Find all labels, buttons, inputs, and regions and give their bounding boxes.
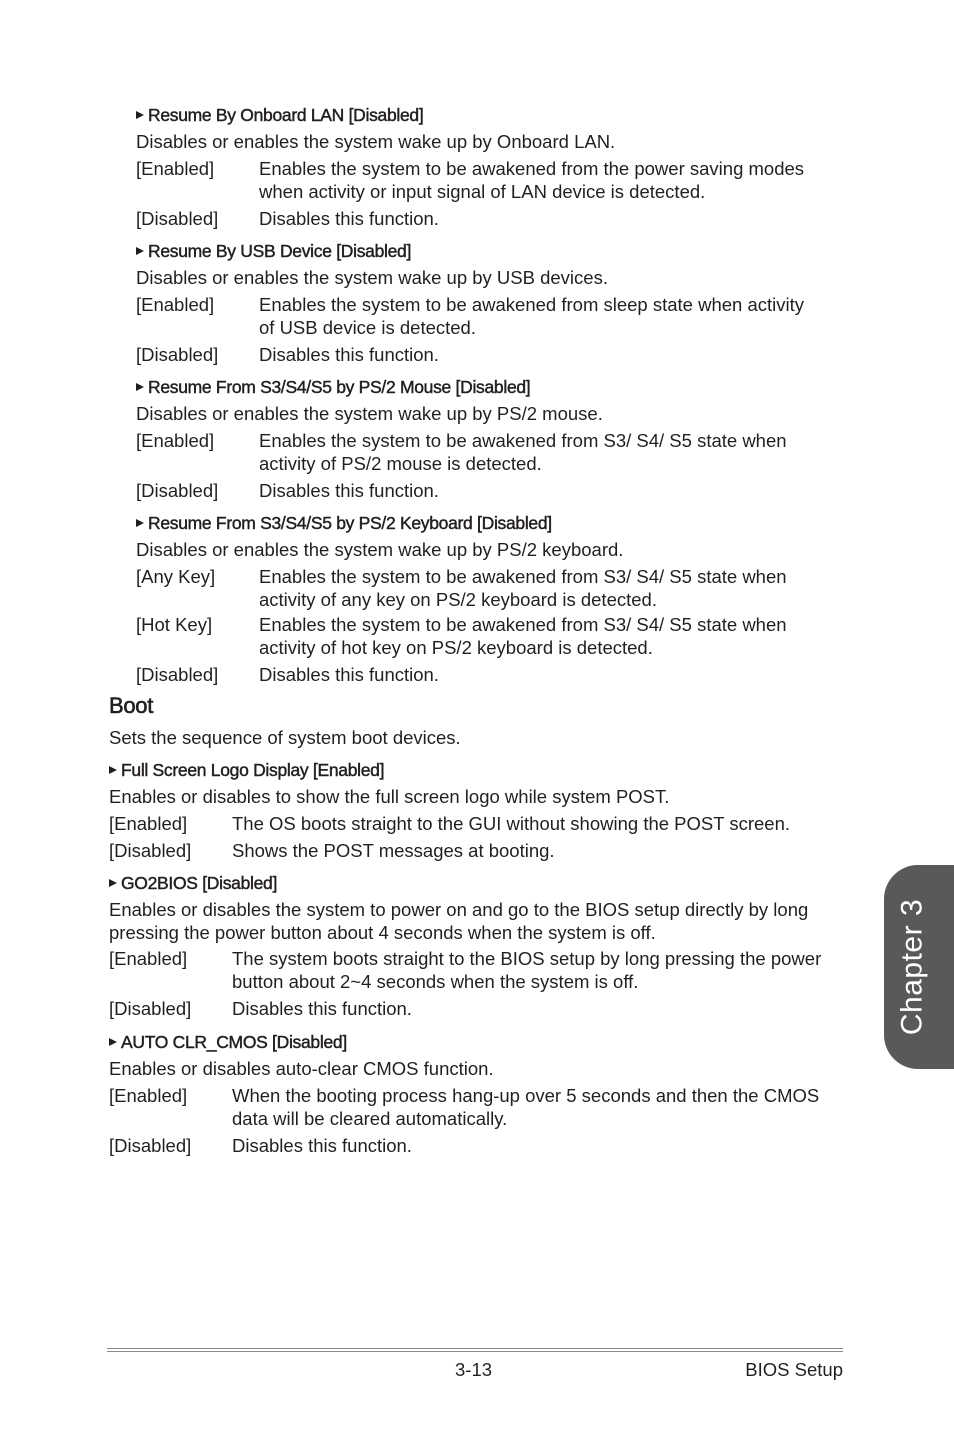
option-text: of USB device is detected. <box>259 317 476 338</box>
item-heading: Resume From S3/S4/S5 by PS/2 Keyboard [Disabled] <box>136 512 787 534</box>
page-number: 3-13 <box>455 1359 493 1380</box>
option-text: data will be cleared automatically. <box>232 1108 508 1129</box>
item-heading: Resume By Onboard LAN [Disabled] <box>136 104 804 126</box>
item-description: Disables or enables the system wake up by Onboard LAN. <box>136 131 616 152</box>
item-description: pressing the power button about 4 seconds when the system is off. <box>109 922 656 943</box>
item-heading: Resume By USB Device [Disabled] <box>136 240 804 262</box>
item-description: Disables or enables the system wake up by PS/2 keyboard. <box>136 539 624 560</box>
option-text: Enables the system to be awakened from S3/ S4/ S5 state when <box>259 614 787 635</box>
option-row <box>109 947 821 993</box>
option-key: [Enabled] <box>109 1085 188 1106</box>
option-text: activity of any key on PS/2 keyboard is detected. <box>259 589 657 610</box>
option-text: Disables this function. <box>259 208 439 229</box>
option-row <box>136 293 804 339</box>
option-text: activity of hot key on PS/2 keyboard is detected. <box>259 637 653 658</box>
section-resume-usb <box>136 240 804 366</box>
option-key: [Enabled] <box>109 948 188 969</box>
boot-item-full-screen-logo <box>109 759 790 862</box>
option-key: [Disabled] <box>136 480 219 501</box>
option-text: Shows the POST messages at booting. <box>232 840 555 861</box>
triangle-bullet-icon <box>136 383 144 391</box>
option-text: Enables the system to be awakened from S3/ S4/ S5 state when <box>259 566 787 587</box>
option-text: Disables this function. <box>259 480 439 501</box>
triangle-bullet-icon <box>109 766 117 774</box>
boot-item-go2bios <box>109 872 821 1020</box>
option-text: The system boots straight to the BIOS setup by long pressing the power <box>232 948 822 969</box>
option-key: [Enabled] <box>109 813 188 834</box>
option-key: [Disabled] <box>109 1135 192 1156</box>
option-text: Disables this function. <box>259 664 439 685</box>
item-description: Enables or disables auto-clear CMOS function. <box>109 1058 494 1079</box>
option-text: button about 2~4 seconds when the system is off. <box>232 971 639 992</box>
chapter-tab <box>884 865 954 1069</box>
option-text: Disables this function. <box>232 1135 412 1156</box>
option-row <box>109 1134 819 1157</box>
option-row <box>109 839 790 862</box>
triangle-bullet-icon <box>136 111 144 119</box>
option-text: when activity or input signal of LAN device is detected. <box>259 181 706 202</box>
option-key: [Hot Key] <box>136 614 213 635</box>
option-row <box>136 343 804 366</box>
option-row <box>136 207 804 230</box>
item-description: Enables or disables the system to power on and go to the BIOS setup directly by long <box>109 899 809 920</box>
option-key: [Disabled] <box>136 344 219 365</box>
option-key: [Disabled] <box>136 664 219 685</box>
option-key: [Enabled] <box>136 430 215 451</box>
option-key: [Enabled] <box>136 158 215 179</box>
option-key: [Any Key] <box>136 566 216 587</box>
option-text: Disables this function. <box>259 344 439 365</box>
option-row <box>109 1084 819 1130</box>
section-resume-lan <box>136 104 804 230</box>
boot-item-auto-clr-cmos <box>109 1031 819 1157</box>
footer-divider <box>107 1348 843 1352</box>
option-key: [Enabled] <box>136 294 215 315</box>
option-row <box>136 613 787 659</box>
item-heading: Full Screen Logo Display [Enabled] <box>109 759 790 781</box>
option-row <box>136 663 787 686</box>
option-row <box>136 479 787 502</box>
item-heading: AUTO CLR_CMOS [Disabled] <box>109 1031 819 1053</box>
section-resume-ps2-keyboard <box>136 512 787 686</box>
item-heading: Resume From S3/S4/S5 by PS/2 Mouse [Disabled] <box>136 376 787 398</box>
option-row <box>109 997 821 1020</box>
option-text: When the booting process hang-up over 5 seconds and then the CMOS <box>232 1085 820 1106</box>
section-description: Sets the sequence of system boot devices. <box>109 727 461 748</box>
section-resume-ps2-mouse <box>136 376 787 502</box>
footer-title: BIOS Setup <box>745 1359 843 1380</box>
option-text: activity of PS/2 mouse is detected. <box>259 453 542 474</box>
item-heading: GO2BIOS [Disabled] <box>109 872 821 894</box>
option-row <box>136 565 787 611</box>
chapter-tab-label: Chapter 3 <box>895 898 929 1036</box>
item-description: Enables or disables to show the full screen logo while system POST. <box>109 786 670 807</box>
option-row <box>136 429 787 475</box>
section-title: Boot <box>109 693 154 718</box>
triangle-bullet-icon <box>109 879 117 887</box>
triangle-bullet-icon <box>109 1038 117 1046</box>
option-key: [Disabled] <box>136 208 219 229</box>
option-row <box>136 157 804 203</box>
option-text: Disables this function. <box>232 998 412 1019</box>
item-description: Disables or enables the system wake up by USB devices. <box>136 267 608 288</box>
triangle-bullet-icon <box>136 247 144 255</box>
option-row <box>109 812 790 835</box>
option-key: [Disabled] <box>109 840 192 861</box>
triangle-bullet-icon <box>136 519 144 527</box>
option-text: Enables the system to be awakened from S3/ S4/ S5 state when <box>259 430 787 451</box>
boot-section <box>109 693 461 749</box>
option-text: The OS boots straight to the GUI without showing the POST screen. <box>232 813 791 834</box>
option-text: Enables the system to be awakened from sleep state when activity <box>259 294 805 315</box>
item-description: Disables or enables the system wake up by PS/2 mouse. <box>136 403 603 424</box>
option-text: Enables the system to be awakened from the power saving modes <box>259 158 805 179</box>
option-key: [Disabled] <box>109 998 192 1019</box>
